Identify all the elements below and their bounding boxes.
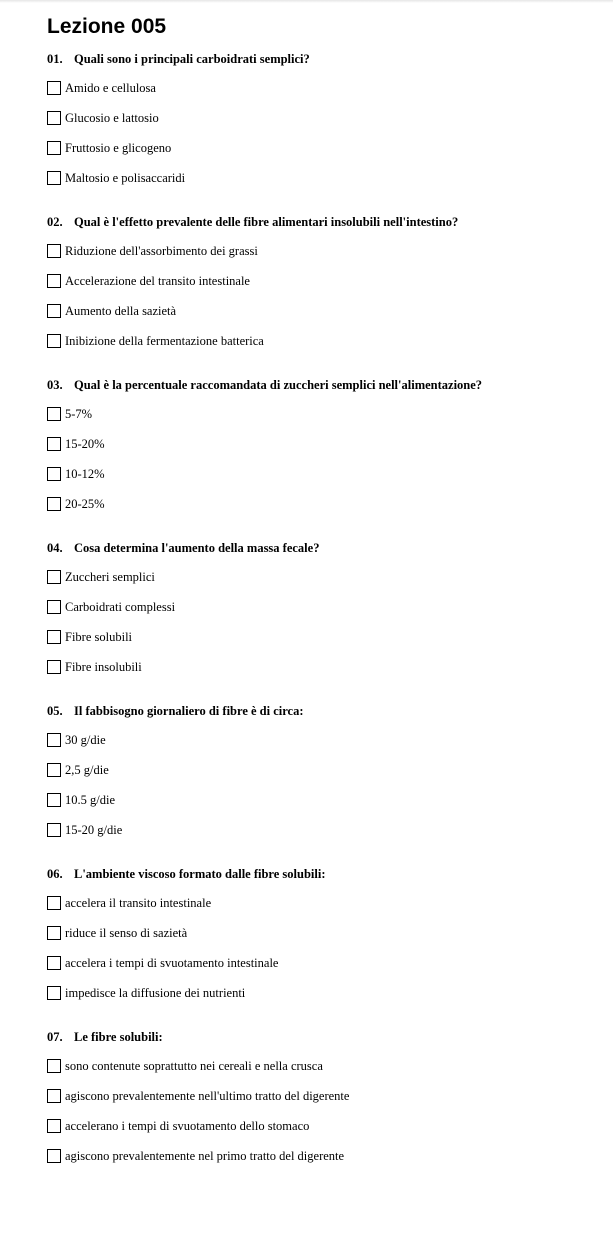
answer-label: 10.5 g/die xyxy=(65,793,115,807)
answer-checkbox[interactable] xyxy=(47,763,61,777)
answer-label: 5-7% xyxy=(65,407,93,421)
answer-label: accelerano i tempi di svuotamento dello stomaco xyxy=(65,1119,310,1133)
question-block xyxy=(47,377,607,524)
answer-option[interactable] xyxy=(47,464,607,484)
answer-checkbox[interactable] xyxy=(47,793,61,807)
answer-label: impedisce la diffusione dei nutrienti xyxy=(65,986,246,1000)
answer-checkbox[interactable] xyxy=(47,600,61,614)
question-text xyxy=(47,51,607,67)
answer-checkbox[interactable] xyxy=(47,437,61,451)
answer-option[interactable] xyxy=(47,790,607,810)
answer-option[interactable] xyxy=(47,1146,607,1166)
question-number: 04. xyxy=(47,541,63,555)
answer-option[interactable] xyxy=(47,730,607,750)
answer-label: Riduzione dell'assorbimento dei grassi xyxy=(65,244,258,258)
answer-options xyxy=(47,893,607,1003)
answer-checkbox[interactable] xyxy=(47,497,61,511)
answer-option[interactable] xyxy=(47,168,607,188)
answer-checkbox[interactable] xyxy=(47,823,61,837)
question-label: Le fibre solubili: xyxy=(74,1030,163,1044)
answer-option[interactable] xyxy=(47,108,607,128)
answer-options xyxy=(47,404,607,514)
question-text xyxy=(47,866,607,882)
answer-label: Glucosio e lattosio xyxy=(65,111,159,125)
answer-options xyxy=(47,241,607,351)
answer-option[interactable] xyxy=(47,271,607,291)
answer-label: Fibre insolubili xyxy=(65,660,142,674)
answer-label: riduce il senso di sazietà xyxy=(65,926,188,940)
question-label: Il fabbisogno giornaliero di fibre è di circa: xyxy=(74,704,304,718)
answer-checkbox[interactable] xyxy=(47,956,61,970)
answer-checkbox[interactable] xyxy=(47,274,61,288)
question-label: L'ambiente viscoso formato dalle fibre solubili: xyxy=(74,867,326,881)
answer-checkbox[interactable] xyxy=(47,733,61,747)
answer-option[interactable] xyxy=(47,1116,607,1136)
question-number: 05. xyxy=(47,704,63,718)
answer-option[interactable] xyxy=(47,301,607,321)
answer-checkbox[interactable] xyxy=(47,926,61,940)
answer-label: Maltosio e polisaccaridi xyxy=(65,171,186,185)
question-text xyxy=(47,377,607,393)
answer-options xyxy=(47,730,607,840)
answer-label: sono contenute soprattutto nei cereali e nella crusca xyxy=(65,1059,323,1073)
answer-label: accelera i tempi di svuotamento intestinale xyxy=(65,956,279,970)
answer-option[interactable] xyxy=(47,627,607,647)
question-text xyxy=(47,540,607,556)
answer-checkbox[interactable] xyxy=(47,467,61,481)
answer-option[interactable] xyxy=(47,434,607,454)
question-block xyxy=(47,1029,607,1176)
answer-label: 10-12% xyxy=(65,467,105,481)
answer-checkbox[interactable] xyxy=(47,630,61,644)
answer-option[interactable] xyxy=(47,241,607,261)
question-number: 07. xyxy=(47,1030,63,1044)
answer-label: Amido e cellulosa xyxy=(65,81,156,95)
answer-option[interactable] xyxy=(47,657,607,677)
question-block xyxy=(47,866,607,1013)
answer-label: 15-20% xyxy=(65,437,105,451)
answer-option[interactable] xyxy=(47,820,607,840)
answer-label: 30 g/die xyxy=(65,733,106,747)
question-text xyxy=(47,214,607,230)
answer-label: accelera il transito intestinale xyxy=(65,896,212,910)
answer-option[interactable] xyxy=(47,494,607,514)
question-block xyxy=(47,51,607,198)
question-number: 03. xyxy=(47,378,63,392)
answer-option[interactable] xyxy=(47,1086,607,1106)
answer-option[interactable] xyxy=(47,1056,607,1076)
answer-option[interactable] xyxy=(47,78,607,98)
question-block xyxy=(47,540,607,687)
answer-label: agiscono prevalentemente nell'ultimo tratto del digerente xyxy=(65,1089,350,1103)
page-title: Lezione 005 xyxy=(47,15,167,38)
answer-option[interactable] xyxy=(47,331,607,351)
answer-checkbox[interactable] xyxy=(47,111,61,125)
answer-checkbox[interactable] xyxy=(47,81,61,95)
answer-checkbox[interactable] xyxy=(47,896,61,910)
question-text xyxy=(47,703,607,719)
answer-label: agiscono prevalentemente nel primo tratto del digerente xyxy=(65,1149,345,1163)
answer-checkbox[interactable] xyxy=(47,141,61,155)
answer-label: Aumento della sazietà xyxy=(65,304,177,318)
answer-options xyxy=(47,1056,607,1166)
answer-checkbox[interactable] xyxy=(47,1119,61,1133)
answer-checkbox[interactable] xyxy=(47,334,61,348)
answer-label: Fruttosio e glicogeno xyxy=(65,141,172,155)
answer-option[interactable] xyxy=(47,138,607,158)
question-label: Qual è la percentuale raccomandata di zuccheri semplici nell'alimentazione? xyxy=(74,378,483,392)
answer-label: Carboidrati complessi xyxy=(65,600,176,614)
answer-checkbox[interactable] xyxy=(47,1089,61,1103)
answer-label: 15-20 g/die xyxy=(65,823,123,837)
answer-options xyxy=(47,567,607,677)
answer-option[interactable] xyxy=(47,597,607,617)
answer-checkbox[interactable] xyxy=(47,304,61,318)
answer-option[interactable] xyxy=(47,953,607,973)
answer-option[interactable] xyxy=(47,404,607,424)
answer-checkbox[interactable] xyxy=(47,1149,61,1163)
answer-checkbox[interactable] xyxy=(47,244,61,258)
answer-option[interactable] xyxy=(47,923,607,943)
question-text xyxy=(47,1029,607,1045)
answer-checkbox[interactable] xyxy=(47,986,61,1000)
answer-label: Inibizione della fermentazione batterica xyxy=(65,334,264,348)
answer-checkbox[interactable] xyxy=(47,660,61,674)
answer-checkbox[interactable] xyxy=(47,1059,61,1073)
answer-option[interactable] xyxy=(47,567,607,587)
answer-label: 2,5 g/die xyxy=(65,763,109,777)
question-label: Quali sono i principali carboidrati semplici? xyxy=(74,52,310,66)
answer-option[interactable] xyxy=(47,983,607,1003)
answer-checkbox[interactable] xyxy=(47,171,61,185)
answer-label: Fibre solubili xyxy=(65,630,133,644)
answer-label: Zuccheri semplici xyxy=(65,570,155,584)
answer-option[interactable] xyxy=(47,893,607,913)
question-block xyxy=(47,214,607,361)
question-label: Cosa determina l'aumento della massa fecale? xyxy=(74,541,320,555)
page-top-edge xyxy=(0,0,613,3)
answer-label: Accelerazione del transito intestinale xyxy=(65,274,250,288)
answer-option[interactable] xyxy=(47,760,607,780)
answer-label: 20-25% xyxy=(65,497,105,511)
question-number: 02. xyxy=(47,215,63,229)
answer-options xyxy=(47,78,607,188)
answer-checkbox[interactable] xyxy=(47,570,61,584)
question-number: 01. xyxy=(47,52,63,66)
question-block xyxy=(47,703,607,850)
question-number: 06. xyxy=(47,867,63,881)
answer-checkbox[interactable] xyxy=(47,407,61,421)
question-label: Qual è l'effetto prevalente delle fibre alimentari insolubili nell'intestino? xyxy=(74,215,459,229)
